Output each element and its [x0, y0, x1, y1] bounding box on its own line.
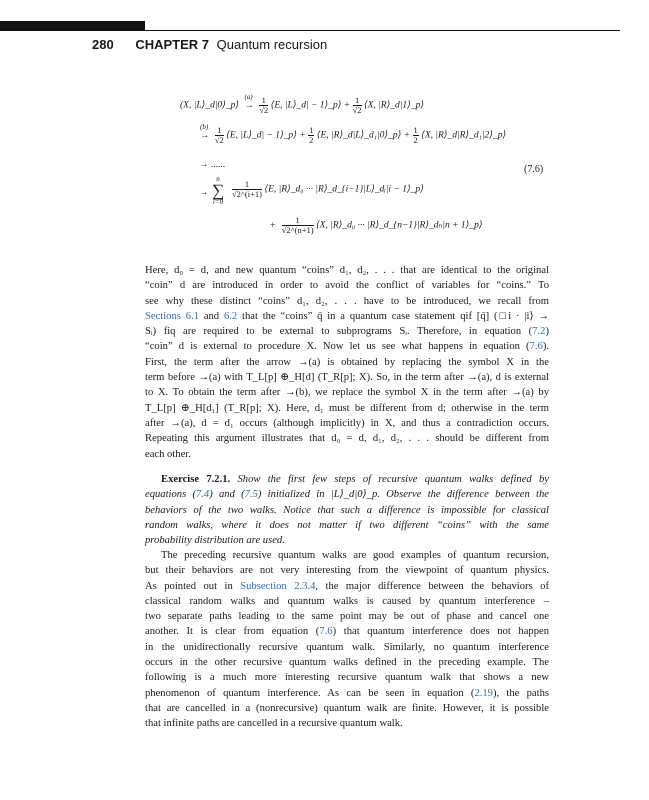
link-equation-7-6[interactable]: 7.6: [319, 626, 333, 638]
header-bar: [0, 21, 145, 31]
text-line: T_L[p] ⊕_H[d₁] (T_R[p]; X). Here, d₁ must be different from d; otherwise in the term: [145, 402, 549, 414]
fraction: $\frac{1}{2}$: [309, 125, 314, 145]
text-line: Sᵢ) fiq are required to be external to subprograms Sᵢ. Therefore, in equation (7.2): [145, 326, 549, 338]
equation-line-5: + $\frac{1}{√2\^{}(n+1)}$ ⟨X, |R⟩_d₀ ··· |R⟩_d_{n−1}|R⟩_dₙ|n + 1⟩_p⟩: [270, 215, 483, 235]
text-line: equations (7.4) and (7.5) initialized in |L⟩_d|0⟩_p. Observe the difference between the: [145, 489, 549, 501]
eq-term: ⟨E, |R⟩_d|L⟩_d₁|0⟩_p⟩ +: [316, 130, 411, 141]
page-number: 280: [92, 37, 114, 52]
text-line: in the unidirectionally recursive quantum walk. Similarly, no quantum interference: [145, 641, 549, 653]
text-line: The preceding recursive quantum walks are good examples of quantum recursion,: [161, 550, 549, 561]
text-line: probability distribution are used.: [145, 535, 285, 547]
eq-term: ⟨E, |R⟩_d₀ ··· |R⟩_d_{i−1}|L⟩_dᵢ|i − 1⟩_p⟩: [264, 184, 424, 195]
text-line: that are cancelled in a (nonrecursive) quantum walk are finite. However, it is possible: [145, 702, 549, 714]
text-line: phenomenon of quantum interference. As can be seen in equation (2.19), the paths: [145, 687, 549, 699]
text-line: after →(a), d = d₁ occurs (although implicitly) in X, and thus a contradiction occurs.: [145, 417, 549, 429]
text-line: First, the term after the arrow →(a) is obtained by replacing the symbol X in the: [145, 356, 549, 368]
text-line: each other.: [145, 448, 191, 460]
text-line: Sections 6.1 and 6.2 that the “coins” q̄ in a quantum case statement qif [q̄] (□i · |i⟩ →: [145, 310, 550, 322]
text-line: Here, d₀ = d, and new quantum “coins” d₁, d₂, . . . that are identical to the original: [145, 265, 549, 276]
link-equation-7-5[interactable]: 7.5: [244, 489, 258, 501]
eq-term: ⟨X, |R⟩_d|1⟩_p⟩: [363, 100, 425, 111]
link-equation-7-2[interactable]: 7.2: [532, 326, 546, 338]
equation-line-1: [180, 92, 425, 115]
text-line: but their behaviors are not very interesting from the viewpoint of quantum physics.: [145, 565, 549, 577]
text-line: that infinite paths are cancelled in a recursive quantum walk.: [145, 718, 403, 730]
text-line: occurs in the other recursive quantum walks defined in the preceding example. The: [145, 657, 549, 669]
link-equation-2-19[interactable]: 2.19: [474, 687, 493, 699]
equation-arrow: →: [199, 188, 209, 198]
link-equation-7-4[interactable]: 7.4: [195, 489, 210, 501]
eq-term: ⟨E, |L⟩_d| − 1⟩_p⟩ +: [270, 100, 351, 111]
fraction: $\frac{1}{√2}$: [214, 125, 224, 145]
text-line: classical random walks and quantum walks is caused by quantum interference –: [145, 595, 549, 607]
link-section-6-2[interactable]: 6.2: [223, 310, 238, 322]
link-sections-6-1[interactable]: Sections 6.1: [145, 310, 199, 322]
arrow-a: → (a): [244, 92, 254, 111]
text-line: “coin” d are introduced in order to avoid the conflict of variables for “coins.” To: [145, 280, 549, 292]
eq-term: ⟨X, |R⟩_d|R⟩_d₁|2⟩_p⟩: [421, 130, 507, 141]
text-line: two separate paths leading to the same point may be out of phase and cancel one: [145, 611, 549, 623]
text-line: see why these distinct “coins” d₁, d₂, . . . have to be introduced, we recall from: [145, 295, 549, 307]
fraction: $\frac{1}{2}$: [413, 125, 418, 145]
equation-line-2: [197, 122, 507, 145]
running-header: [92, 37, 327, 52]
equation-line-4: [232, 180, 424, 199]
link-equation-7-6[interactable]: 7.6: [529, 341, 543, 353]
fraction: $\frac{1}{√2}$: [352, 95, 362, 115]
paragraph-2: [145, 548, 549, 732]
exercise-7-2-1: [145, 472, 549, 548]
fraction: $\frac{1}{√2\^{}(i+1)}$: [232, 179, 262, 199]
fraction: $\frac{1}{√2}$: [259, 95, 269, 115]
paragraph-1: [145, 263, 549, 462]
text-line: another. It is clear from equation (7.6) that quantum interference does not happen: [145, 626, 549, 638]
text-line: As pointed out in Subsection 2.3.4, the major difference between the behaviors of: [145, 580, 549, 592]
exercise-label: Exercise 7.2.1.: [161, 474, 231, 485]
equation-line-3: → ......: [199, 160, 226, 170]
text-line: Repeating this argument illustrates that d₀ = d, d₁, d₂, . . . should be different from: [145, 433, 549, 445]
summation: n ∑ i=0: [211, 175, 225, 206]
fraction: $\frac{1}{√2\^{}(n+1)}$: [281, 215, 314, 235]
text-line: “coin” d is external to procedure X. Now let us see what happens in equation (7.6).: [145, 341, 549, 353]
text-line: to X. To obtain the term after →(b), we replace the symbol X in the term after →(a) by: [145, 387, 549, 399]
text-line: Exercise 7.2.1. Show the first few steps of recursive quantum walks defined by: [161, 474, 549, 485]
text-line: random walks, where it does not matter if two different “coins” with the same: [145, 519, 549, 531]
text-line: term before →(a) with T_L[p] ⊕_H[d] (T_R[p]; X). So, in the term after →(a), d is external: [145, 372, 549, 384]
eq-lhs: (X, |L⟩_d|0⟩_p⟩: [180, 100, 240, 111]
chapter-label: CHAPTER 7: [135, 37, 210, 52]
eq-term: ⟨X, |R⟩_d₀ ··· |R⟩_d_{n−1}|R⟩_dₙ|n + 1⟩_p⟩: [315, 220, 483, 231]
equation-number: (7.6): [524, 164, 544, 175]
header-rule: [145, 30, 620, 31]
link-subsection-2-3-4[interactable]: Subsection 2.3.4: [240, 580, 316, 592]
text-line: following is a much more interesting recursive quantum walk that shows a new: [145, 672, 549, 684]
text-line: behaviors of the two walks. Notice that such a difference is impossible for classical: [145, 504, 549, 516]
eq-term: ⟨E, |L⟩_d| − 1⟩_p⟩ +: [226, 130, 306, 141]
arrow-b: → (b): [200, 122, 210, 141]
chapter-title: Quantum recursion: [216, 37, 328, 52]
